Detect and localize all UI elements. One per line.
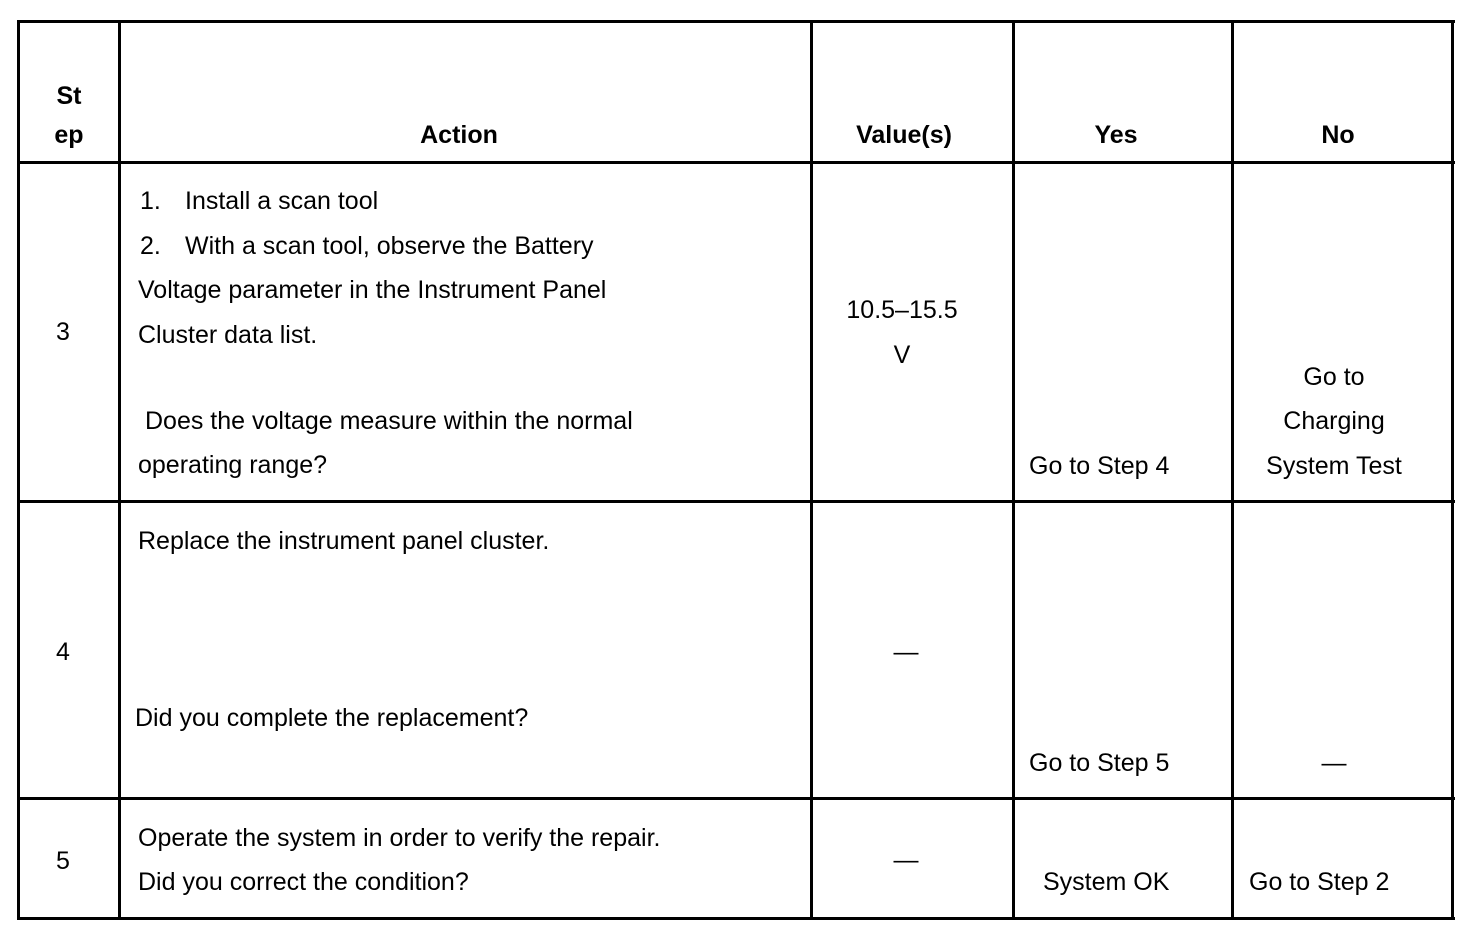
step-3-value-line2: V <box>893 341 911 369</box>
step-5-action-line1: Operate the system in order to verify the repair. <box>138 824 661 852</box>
header-step-line2: ep <box>54 121 84 149</box>
step-5-yes: System OK <box>1043 868 1170 896</box>
step-3-no-line2: Charging <box>1283 407 1385 435</box>
step-3-no-line3: System Test <box>1266 452 1402 480</box>
step-4-value: — <box>893 638 919 666</box>
step-3-no-line1: Go to <box>1303 363 1365 391</box>
column-divider-values-yes <box>1012 20 1015 920</box>
step-4-question: Did you complete the replacement? <box>135 704 529 732</box>
step-5-number: 5 <box>56 847 70 875</box>
step-3-item2-text: With a scan tool, observe the Battery <box>185 232 594 260</box>
step-5-no: Go to Step 2 <box>1249 868 1390 896</box>
step-4-action-line1: Replace the instrument panel cluster. <box>138 527 550 555</box>
column-divider-action-values <box>810 20 813 920</box>
step-5-value: — <box>893 846 919 874</box>
header-no: No <box>1321 121 1355 149</box>
header-action: Action <box>420 121 498 149</box>
table-border-left <box>17 20 20 920</box>
row-divider-4-5 <box>17 797 1455 800</box>
step-3-action-line3: Voltage parameter in the Instrument Panel <box>138 276 607 304</box>
step-3-value-line1: 10.5–15.5 <box>846 296 958 324</box>
step-3-question-line2: operating range? <box>138 451 328 479</box>
step-4-no: — <box>1321 749 1347 777</box>
table-border-top <box>17 20 1455 23</box>
step-3-number: 3 <box>56 318 70 346</box>
table-border-bottom <box>17 917 1455 920</box>
header-step-line1: St <box>56 82 82 110</box>
step-4-number: 4 <box>56 638 70 666</box>
step-3-question-line1: Does the voltage measure within the normal <box>145 407 633 435</box>
step-3-item2-number: 2. <box>140 232 161 260</box>
header-divider <box>17 161 1455 164</box>
header-yes: Yes <box>1094 121 1138 149</box>
table-border-right <box>1451 20 1454 920</box>
step-3-item1-text: Install a scan tool <box>185 187 379 215</box>
row-divider-3-4 <box>17 500 1455 503</box>
step-3-item1-number: 1. <box>140 187 161 215</box>
column-divider-step-action <box>118 20 121 920</box>
step-3-action-line4: Cluster data list. <box>138 321 318 349</box>
step-4-yes: Go to Step 5 <box>1029 749 1170 777</box>
header-values: Value(s) <box>856 121 952 149</box>
step-3-yes: Go to Step 4 <box>1029 452 1170 480</box>
step-5-action-line2: Did you correct the condition? <box>138 868 469 896</box>
